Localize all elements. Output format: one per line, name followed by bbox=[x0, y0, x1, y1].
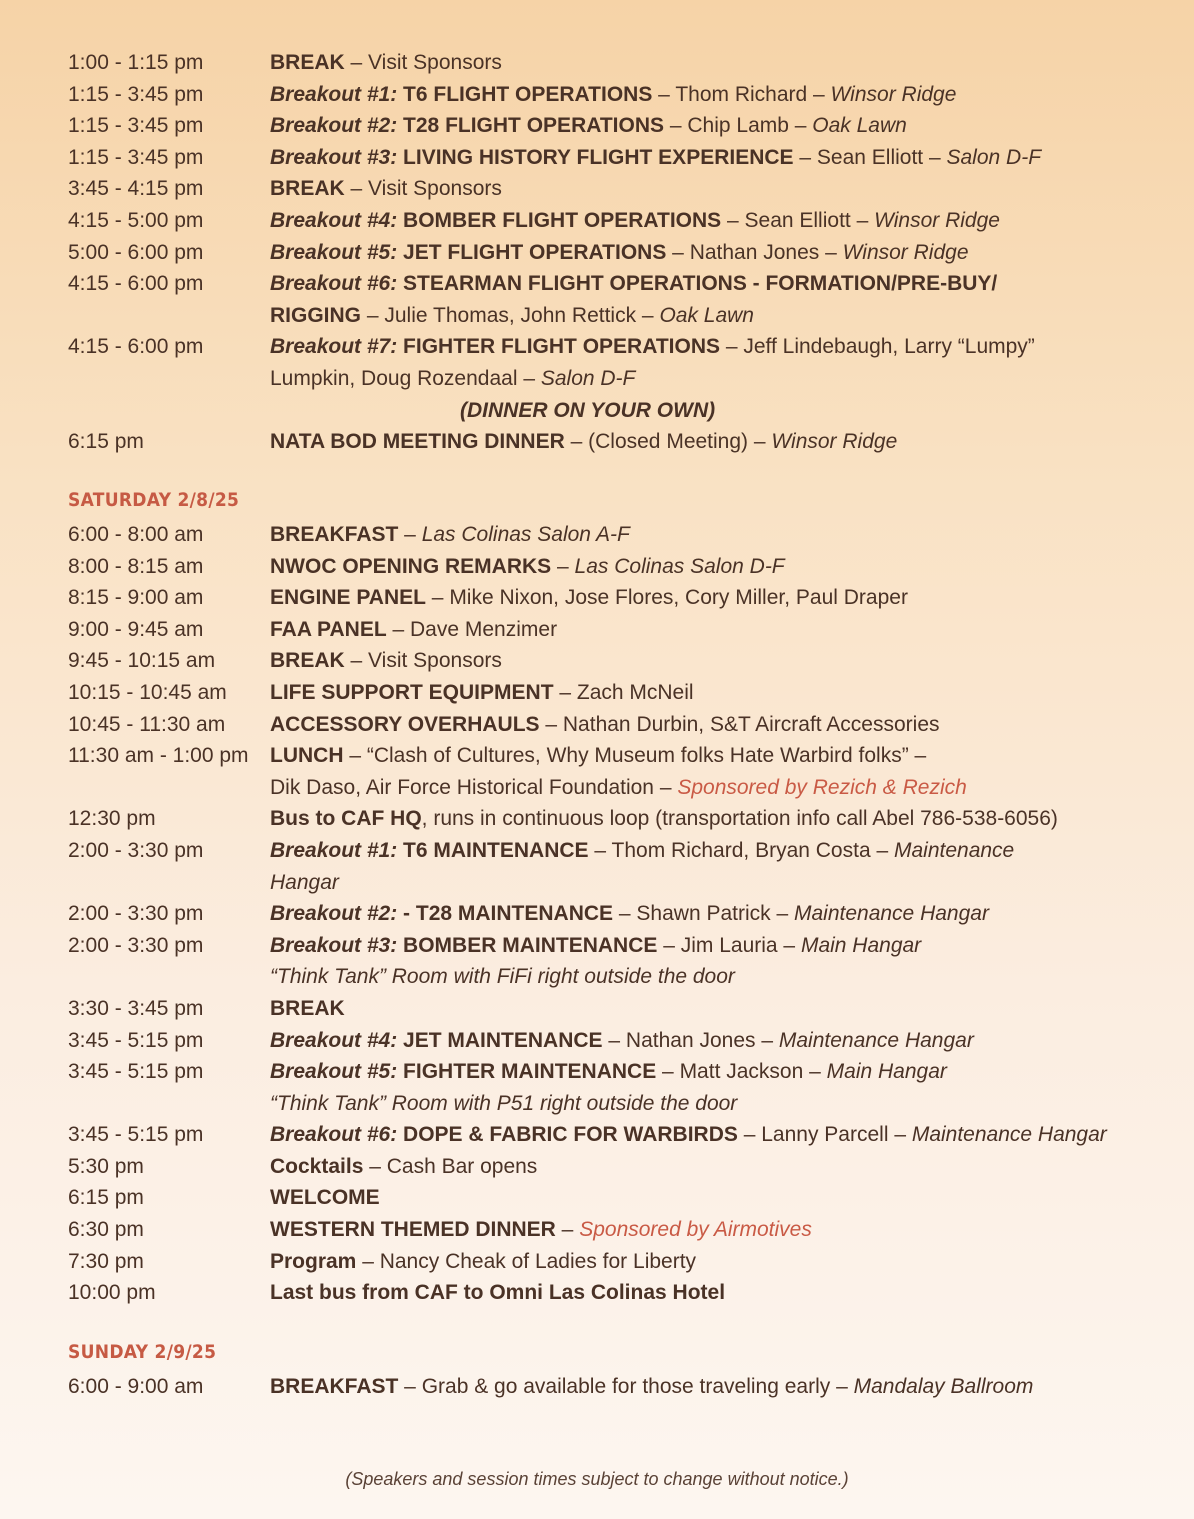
saturday-heading: SATURDAY 2/8/25 bbox=[68, 489, 240, 511]
session-time: 2:00 - 3:30 pm bbox=[68, 902, 204, 926]
breakout-label: Breakout #5: bbox=[270, 1060, 404, 1084]
location-text: Salon D-F bbox=[540, 366, 636, 390]
schedule-row bbox=[68, 1088, 1168, 1120]
session-title: BOMBER FLIGHT OPERATIONS bbox=[403, 208, 722, 232]
session-title: - T28 MAINTENANCE bbox=[403, 902, 614, 926]
breakout-label: Breakout #2: bbox=[270, 114, 404, 138]
schedule-row bbox=[68, 709, 1168, 741]
session-time: 5:30 pm bbox=[68, 1154, 144, 1178]
session-title: FIGHTER FLIGHT OPERATIONS bbox=[403, 335, 720, 359]
schedule-row bbox=[68, 1246, 1168, 1278]
location-text: Winsor Ridge bbox=[771, 430, 898, 454]
sponsor-text: Sponsored by Rezich & Rezich bbox=[677, 775, 967, 799]
session-time: 3:45 - 5:15 pm bbox=[68, 1028, 204, 1052]
desc-text: – Chip Lamb – bbox=[664, 114, 813, 138]
session-title: LIVING HISTORY FLIGHT EXPERIENCE bbox=[403, 145, 794, 169]
breakout-label: Breakout #4: bbox=[270, 1028, 404, 1052]
schedule-row bbox=[68, 1151, 1168, 1183]
schedule-row bbox=[68, 772, 1168, 804]
breakout-label: Breakout #6: bbox=[270, 272, 404, 296]
schedule-row bbox=[68, 363, 1168, 395]
schedule-row bbox=[68, 395, 1168, 427]
location-text: Main Hangar bbox=[800, 933, 922, 957]
schedule-row bbox=[68, 205, 1168, 237]
session-time: 4:15 - 6:00 pm bbox=[68, 335, 204, 359]
schedule-row bbox=[68, 1025, 1168, 1057]
desc-text: , runs in continuous loop (transportation info call Abel 786-538-6056) bbox=[421, 807, 1058, 831]
schedule-row bbox=[68, 268, 1168, 300]
session-title: DOPE & FABRIC FOR WARBIRDS bbox=[403, 1123, 738, 1147]
session-description bbox=[270, 1119, 1107, 1151]
desc-text: – Julie Thomas, John Rettick – bbox=[361, 303, 660, 327]
desc-text: – Visit Sponsors bbox=[344, 649, 502, 673]
session-time: 2:00 - 3:30 pm bbox=[68, 933, 204, 957]
session-time: 6:15 pm bbox=[68, 1186, 144, 1210]
schedule-row bbox=[68, 1056, 1168, 1088]
session-description bbox=[270, 835, 1014, 867]
location-text: Winsor Ridge bbox=[842, 240, 969, 264]
breakout-label: Breakout #1: bbox=[270, 82, 404, 106]
session-time: 1:15 - 3:45 pm bbox=[68, 114, 204, 138]
session-description bbox=[270, 426, 897, 458]
session-time: 2:00 - 3:30 pm bbox=[68, 838, 204, 862]
session-time: 1:15 - 3:45 pm bbox=[68, 145, 204, 169]
desc-text: – Matt Jackson – bbox=[656, 1060, 827, 1084]
session-time: 9:00 - 9:45 am bbox=[68, 617, 204, 641]
session-description bbox=[270, 1371, 1033, 1403]
session-title: RIGGING bbox=[270, 303, 362, 327]
session-description bbox=[270, 551, 785, 583]
desc-text: – Nathan Jones – bbox=[602, 1028, 779, 1052]
session-description bbox=[270, 1182, 380, 1214]
session-title: BREAK bbox=[270, 649, 345, 673]
schedule-note: (DINNER ON YOUR OWN) bbox=[460, 398, 716, 422]
desc-text: – Jeff Lindebaugh, Larry “Lumpy” bbox=[720, 335, 1035, 359]
breakout-label: Breakout #3: bbox=[270, 933, 404, 957]
schedule-row bbox=[68, 173, 1168, 205]
schedule-row bbox=[68, 740, 1168, 772]
session-title: JET FLIGHT OPERATIONS bbox=[403, 240, 667, 264]
session-title: ACCESSORY OVERHAULS bbox=[270, 712, 540, 736]
session-description bbox=[270, 205, 1000, 237]
session-description bbox=[270, 110, 907, 142]
location-text: Winsor Ridge bbox=[874, 208, 1000, 232]
schedule-row bbox=[68, 551, 1168, 583]
schedule-row bbox=[68, 614, 1168, 646]
session-description bbox=[270, 1088, 737, 1120]
desc-text: – bbox=[551, 554, 575, 578]
schedule-row bbox=[68, 47, 1168, 79]
session-title: BREAKFAST bbox=[270, 1375, 399, 1398]
schedule-row bbox=[68, 519, 1168, 551]
session-description bbox=[270, 709, 940, 741]
session-title: BOMBER MAINTENANCE bbox=[403, 933, 658, 957]
session-title: NWOC OPENING REMARKS bbox=[270, 554, 552, 578]
desc-text: – Grab & go available for those traveling early – bbox=[398, 1375, 854, 1398]
session-time: 8:15 - 9:00 am bbox=[68, 586, 204, 610]
session-description bbox=[270, 614, 557, 646]
desc-text: – Sean Elliott – bbox=[793, 145, 947, 169]
desc-text: – Visit Sponsors bbox=[344, 177, 502, 201]
schedule-row bbox=[68, 1214, 1168, 1246]
session-description bbox=[270, 142, 1041, 174]
sunday-schedule bbox=[68, 1371, 1168, 1403]
desc-text: – Dave Menzimer bbox=[386, 617, 558, 641]
breakout-label: Breakout #7: bbox=[270, 335, 404, 359]
session-description bbox=[270, 173, 502, 205]
session-description bbox=[270, 1246, 696, 1278]
desc-text: – Cash Bar opens bbox=[363, 1154, 538, 1178]
session-time: 11:30 am - 1:00 pm bbox=[68, 744, 249, 768]
session-title: T6 MAINTENANCE bbox=[403, 838, 589, 862]
session-time: 1:15 - 3:45 pm bbox=[68, 82, 204, 106]
session-time: 3:30 - 3:45 pm bbox=[68, 996, 204, 1020]
desc-text: – Jim Lauria – bbox=[657, 933, 801, 957]
session-description bbox=[270, 1277, 725, 1309]
schedule-row bbox=[68, 645, 1168, 677]
schedule-row bbox=[68, 867, 1168, 899]
session-time: 8:00 - 8:15 am bbox=[68, 554, 204, 578]
session-title: STEARMAN FLIGHT OPERATIONS - FORMATION/PRE-BUY/ bbox=[403, 272, 998, 296]
schedule-row bbox=[68, 1182, 1168, 1214]
desc-text: – Zach McNeil bbox=[553, 680, 694, 704]
session-title: FIGHTER MAINTENANCE bbox=[403, 1060, 657, 1084]
session-title: WELCOME bbox=[270, 1186, 380, 1210]
friday-schedule bbox=[68, 47, 1168, 458]
schedule-row bbox=[68, 426, 1168, 458]
schedule-row bbox=[68, 79, 1168, 111]
session-time: 12:30 pm bbox=[68, 807, 156, 831]
session-time: 6:30 pm bbox=[68, 1218, 144, 1242]
location-text: Mandalay Ballroom bbox=[853, 1375, 1034, 1398]
session-time: 3:45 - 5:15 pm bbox=[68, 1123, 204, 1147]
session-time: 6:00 - 9:00 am bbox=[68, 1375, 204, 1398]
session-description bbox=[270, 803, 1058, 835]
session-time: 10:45 - 11:30 am bbox=[68, 712, 226, 736]
session-title: JET MAINTENANCE bbox=[403, 1028, 603, 1052]
session-description bbox=[270, 268, 997, 300]
schedule-row bbox=[68, 1371, 1168, 1403]
desc-text: – bbox=[398, 523, 422, 546]
schedule-row bbox=[68, 142, 1168, 174]
session-description bbox=[270, 867, 339, 899]
schedule-row bbox=[68, 803, 1168, 835]
session-description bbox=[270, 582, 908, 614]
session-description bbox=[270, 677, 694, 709]
breakout-label: Breakout #4: bbox=[270, 208, 404, 232]
session-title: Bus to CAF HQ bbox=[270, 807, 422, 831]
breakout-label: Breakout #5: bbox=[270, 240, 404, 264]
schedule-row bbox=[68, 898, 1168, 930]
desc-text: – Thom Richard – bbox=[652, 82, 831, 106]
location-text: Oak Lawn bbox=[659, 303, 754, 327]
session-description bbox=[270, 961, 735, 993]
location-text: “Think Tank” Room with P51 right outside the door bbox=[270, 1091, 738, 1115]
desc-text: – “Clash of Cultures, Why Museum folks Hate Warbird folks” – bbox=[343, 744, 927, 768]
session-time: 7:30 pm bbox=[68, 1249, 144, 1273]
session-time: 6:00 - 8:00 am bbox=[68, 523, 204, 546]
session-time: 3:45 - 4:15 pm bbox=[68, 177, 204, 201]
location-text: “Think Tank” Room with FiFi right outside the door bbox=[270, 965, 735, 989]
session-title: BREAKFAST bbox=[270, 523, 399, 546]
session-time: 4:15 - 6:00 pm bbox=[68, 272, 204, 296]
session-title: Cocktails bbox=[270, 1154, 364, 1178]
session-time: 9:45 - 10:15 am bbox=[68, 649, 216, 673]
session-description bbox=[270, 237, 969, 269]
desc-text: – Thom Richard, Bryan Costa – bbox=[588, 838, 894, 862]
session-title: ENGINE PANEL bbox=[270, 586, 426, 610]
session-title: WESTERN THEMED DINNER bbox=[270, 1218, 556, 1242]
desc-text: – Nathan Jones – bbox=[666, 240, 843, 264]
session-title: LIFE SUPPORT EQUIPMENT bbox=[270, 680, 554, 704]
footer-note: (Speakers and session times subject to change without notice.) bbox=[345, 1469, 849, 1489]
breakout-label: Breakout #2: bbox=[270, 902, 404, 926]
schedule-row bbox=[68, 582, 1168, 614]
session-description bbox=[270, 993, 345, 1025]
session-title: Last bus from CAF to Omni Las Colinas Hotel bbox=[270, 1281, 726, 1305]
session-description bbox=[270, 1025, 974, 1057]
breakout-label: Breakout #1: bbox=[270, 838, 404, 862]
schedule-row bbox=[68, 1277, 1168, 1309]
saturday-schedule bbox=[68, 519, 1168, 1309]
session-time: 1:00 - 1:15 pm bbox=[68, 51, 204, 74]
session-description bbox=[270, 772, 967, 804]
desc-text: – Visit Sponsors bbox=[344, 51, 502, 74]
breakout-label: Breakout #6: bbox=[270, 1123, 404, 1147]
location-text: Las Colinas Salon A-F bbox=[421, 523, 630, 546]
session-time: 3:45 - 5:15 pm bbox=[68, 1060, 204, 1084]
sponsor-text: Sponsored by Airmotives bbox=[579, 1218, 812, 1242]
session-title: BREAK bbox=[270, 51, 345, 74]
desc-text: – Nathan Durbin, S&T Aircraft Accessories bbox=[539, 712, 940, 736]
session-time: 10:00 pm bbox=[68, 1281, 156, 1305]
session-time: 4:15 - 5:00 pm bbox=[68, 208, 204, 232]
session-description bbox=[270, 898, 989, 930]
schedule-row bbox=[68, 331, 1168, 363]
location-text: Winsor Ridge bbox=[830, 82, 957, 106]
session-description bbox=[270, 1056, 947, 1088]
session-title: LUNCH bbox=[270, 744, 344, 768]
desc-text: Dik Daso, Air Force Historical Foundation – bbox=[270, 775, 678, 799]
session-description bbox=[270, 645, 502, 677]
session-time: 10:15 - 10:45 am bbox=[68, 680, 227, 704]
session-description bbox=[270, 740, 926, 772]
schedule-row bbox=[68, 961, 1168, 993]
sunday-heading: SUNDAY 2/9/25 bbox=[68, 1341, 217, 1363]
location-text: Main Hangar bbox=[826, 1060, 947, 1084]
session-time: 5:00 - 6:00 pm bbox=[68, 240, 204, 264]
desc-text: – Lanny Parcell – bbox=[737, 1123, 912, 1147]
schedule-row bbox=[68, 993, 1168, 1025]
session-title: BREAK bbox=[270, 177, 345, 201]
location-text: Maintenance Hangar bbox=[793, 902, 989, 926]
schedule-row bbox=[68, 300, 1168, 332]
session-description bbox=[270, 363, 635, 395]
desc-text: – (Closed Meeting) – bbox=[564, 430, 772, 454]
session-description bbox=[270, 519, 630, 551]
session-description bbox=[270, 79, 956, 111]
location-text: Salon D-F bbox=[946, 145, 1042, 169]
desc-text: – Mike Nixon, Jose Flores, Cory Miller, Paul Draper bbox=[425, 586, 908, 610]
schedule-row bbox=[68, 930, 1168, 962]
location-text: Maintenance Hangar bbox=[778, 1028, 974, 1052]
session-description bbox=[270, 1151, 537, 1183]
session-title: NATA BOD MEETING DINNER bbox=[270, 430, 565, 454]
location-text: Oak Lawn bbox=[812, 114, 907, 138]
session-title: Program bbox=[270, 1249, 357, 1273]
desc-text: – Nancy Cheak of Ladies for Liberty bbox=[356, 1249, 697, 1273]
session-description bbox=[270, 331, 1035, 363]
session-title: FAA PANEL bbox=[270, 617, 387, 641]
session-time: 6:15 pm bbox=[68, 430, 144, 454]
location-text: Maintenance Hangar bbox=[911, 1123, 1107, 1147]
session-description bbox=[270, 47, 502, 79]
location-text: Maintenance bbox=[893, 838, 1015, 862]
schedule-row bbox=[68, 835, 1168, 867]
session-description bbox=[270, 1214, 812, 1246]
schedule-row bbox=[68, 110, 1168, 142]
session-title: T6 FLIGHT OPERATIONS bbox=[403, 82, 653, 106]
desc-text: Lumpkin, Doug Rozendaal – bbox=[270, 366, 541, 390]
location-text: Las Colinas Salon D-F bbox=[574, 554, 785, 578]
session-title: T28 FLIGHT OPERATIONS bbox=[403, 114, 665, 138]
desc-text: – Shawn Patrick – bbox=[613, 902, 794, 926]
breakout-label: Breakout #3: bbox=[270, 145, 404, 169]
session-description bbox=[270, 930, 921, 962]
desc-text: – bbox=[555, 1218, 580, 1242]
schedule-row bbox=[68, 1119, 1168, 1151]
desc-text: – Sean Elliott – bbox=[721, 208, 875, 232]
session-title: BREAK bbox=[270, 996, 345, 1020]
schedule-row bbox=[68, 237, 1168, 269]
schedule-row bbox=[68, 677, 1168, 709]
session-description bbox=[270, 300, 754, 332]
location-text: Hangar bbox=[270, 870, 339, 894]
